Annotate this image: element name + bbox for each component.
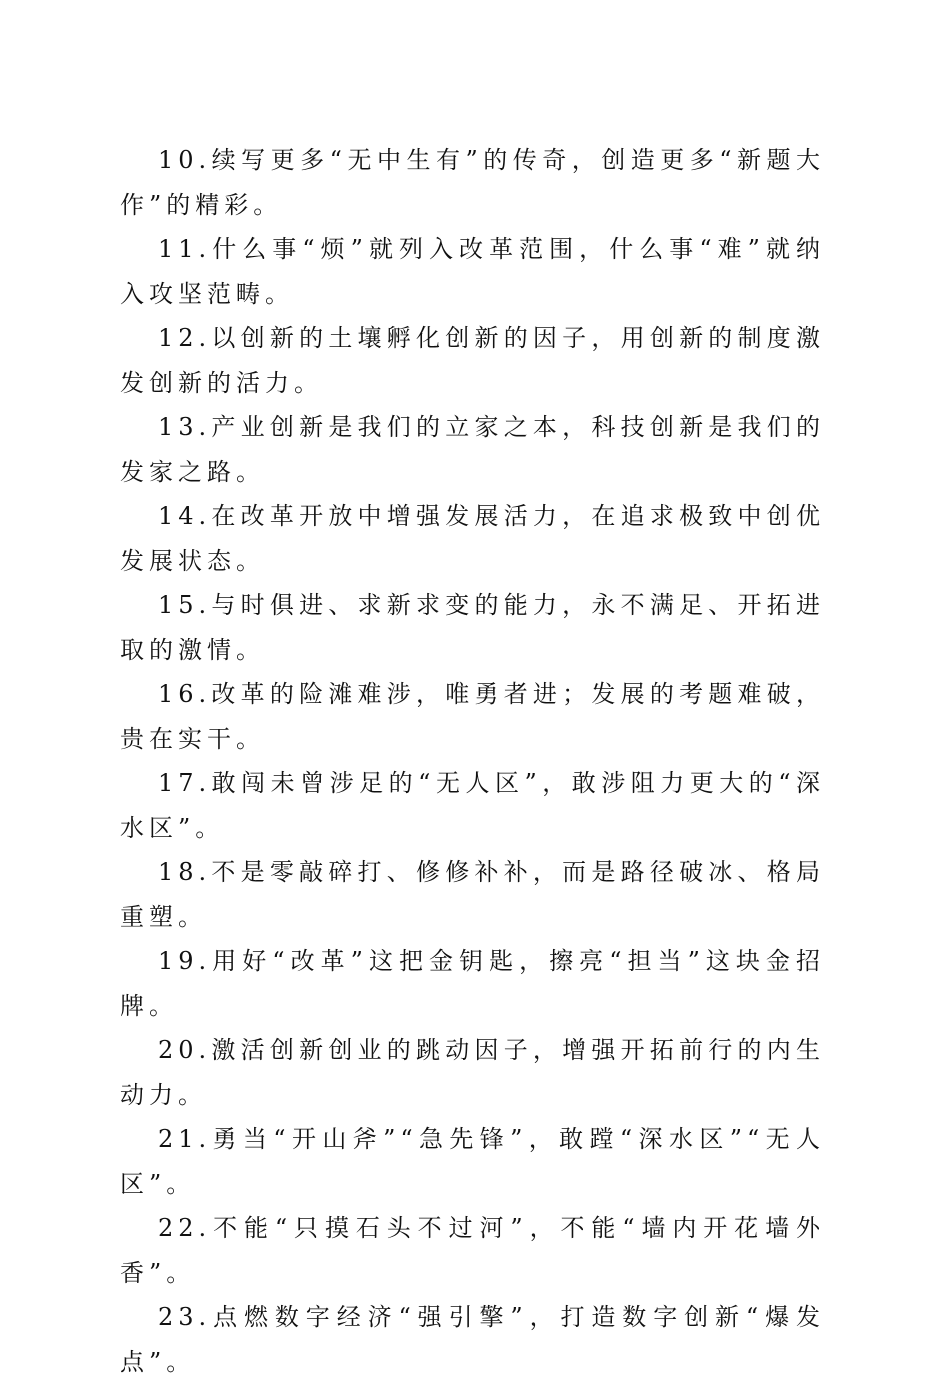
paragraph-23: 23.点燃数字经济“强引擎”，打造数字创新“爆发点”。	[120, 1303, 825, 1376]
paragraph-19: 19.用好“改革”这把金钥匙，擦亮“担当”这块金招牌。	[120, 947, 825, 1020]
document-body	[120, 138, 825, 1384]
paragraph-15: 15.与时俱进、求新求变的能力，永不满足、开拓进取的激情。	[120, 591, 825, 664]
paragraph-17: 17.敢闯未曾涉足的“无人区”，敢涉阻力更大的“深水区”。	[120, 769, 825, 842]
paragraph-21: 21.勇当“开山斧”“急先锋”，敢蹚“深水区”“无人区”。	[120, 1125, 825, 1198]
paragraph-20: 20.激活创新创业的跳动因子，增强开拓前行的内生动力。	[120, 1036, 825, 1109]
paragraph-22: 22.不能“只摸石头不过河”，不能“墙内开花墙外香”。	[120, 1214, 825, 1287]
paragraph-12: 12.以创新的土壤孵化创新的因子，用创新的制度激发创新的活力。	[120, 324, 825, 397]
paragraph-11: 11.什么事“烦”就列入改革范围，什么事“难”就纳入攻坚范畴。	[120, 235, 825, 308]
paragraph-13: 13.产业创新是我们的立家之本，科技创新是我们的发家之路。	[120, 413, 825, 486]
paragraph-14: 14.在改革开放中增强发展活力，在追求极致中创优发展状态。	[120, 502, 825, 575]
paragraph-18: 18.不是零敲碎打、修修补补，而是路径破冰、格局重塑。	[120, 858, 825, 931]
paragraph-10: 10.续写更多“无中生有”的传奇，创造更多“新题大作”的精彩。	[120, 146, 825, 219]
paragraph-16: 16.改革的险滩难涉，唯勇者进；发展的考题难破，贵在实干。	[120, 680, 825, 753]
